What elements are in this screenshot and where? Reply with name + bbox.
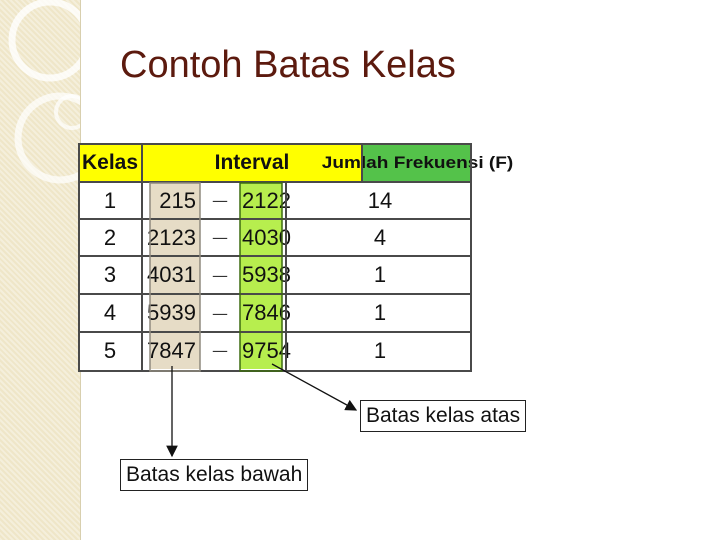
kelas-cell: 3 [103,262,117,287]
interval-dash: — [212,303,228,323]
interval-dash: — [212,191,228,210]
upper-bound-cell: 9754 [240,332,282,369]
lower-bound-callout: Batas kelas bawah [120,459,308,491]
kelas-cell: 2 [103,224,117,250]
kelas-cell: 5 [103,337,117,363]
frekuensi-cell: 4 [373,224,387,250]
upper-bound-cell: 5938 [240,256,282,294]
interval-dash: — [212,265,228,285]
interval-dash: — [212,228,228,247]
header-kelas: Kelas [78,143,142,182]
frekuensi-cell: 1 [373,337,387,363]
frekuensi-cell: 1 [373,300,387,325]
lower-bound-cell: 5939 [150,294,200,332]
header-interval: Interval [142,143,362,182]
header-frekuensi-label: Jumlah Frekuensi (F) [321,152,513,172]
lower-bound-cell: 215 [150,182,200,219]
frekuensi-cell: 1 [373,262,387,287]
upper-bound-cell: 2122 [240,182,282,219]
kelas-cell: 4 [103,300,117,325]
lower-bound-cell: 2123 [150,219,200,256]
frekuensi-cell: 14 [367,187,393,213]
upper-bound-cell: 4030 [240,219,282,256]
kelas-cell: 1 [103,187,117,213]
upper-bound-cell: 7846 [240,294,282,332]
upper-bound-callout: Batas kelas atas [360,400,526,432]
slide-title: Contoh Batas Kelas [120,44,456,86]
lower-bound-cell: 7847 [150,332,200,369]
interval-dash: — [212,341,228,360]
lower-bound-cell: 4031 [150,256,200,294]
